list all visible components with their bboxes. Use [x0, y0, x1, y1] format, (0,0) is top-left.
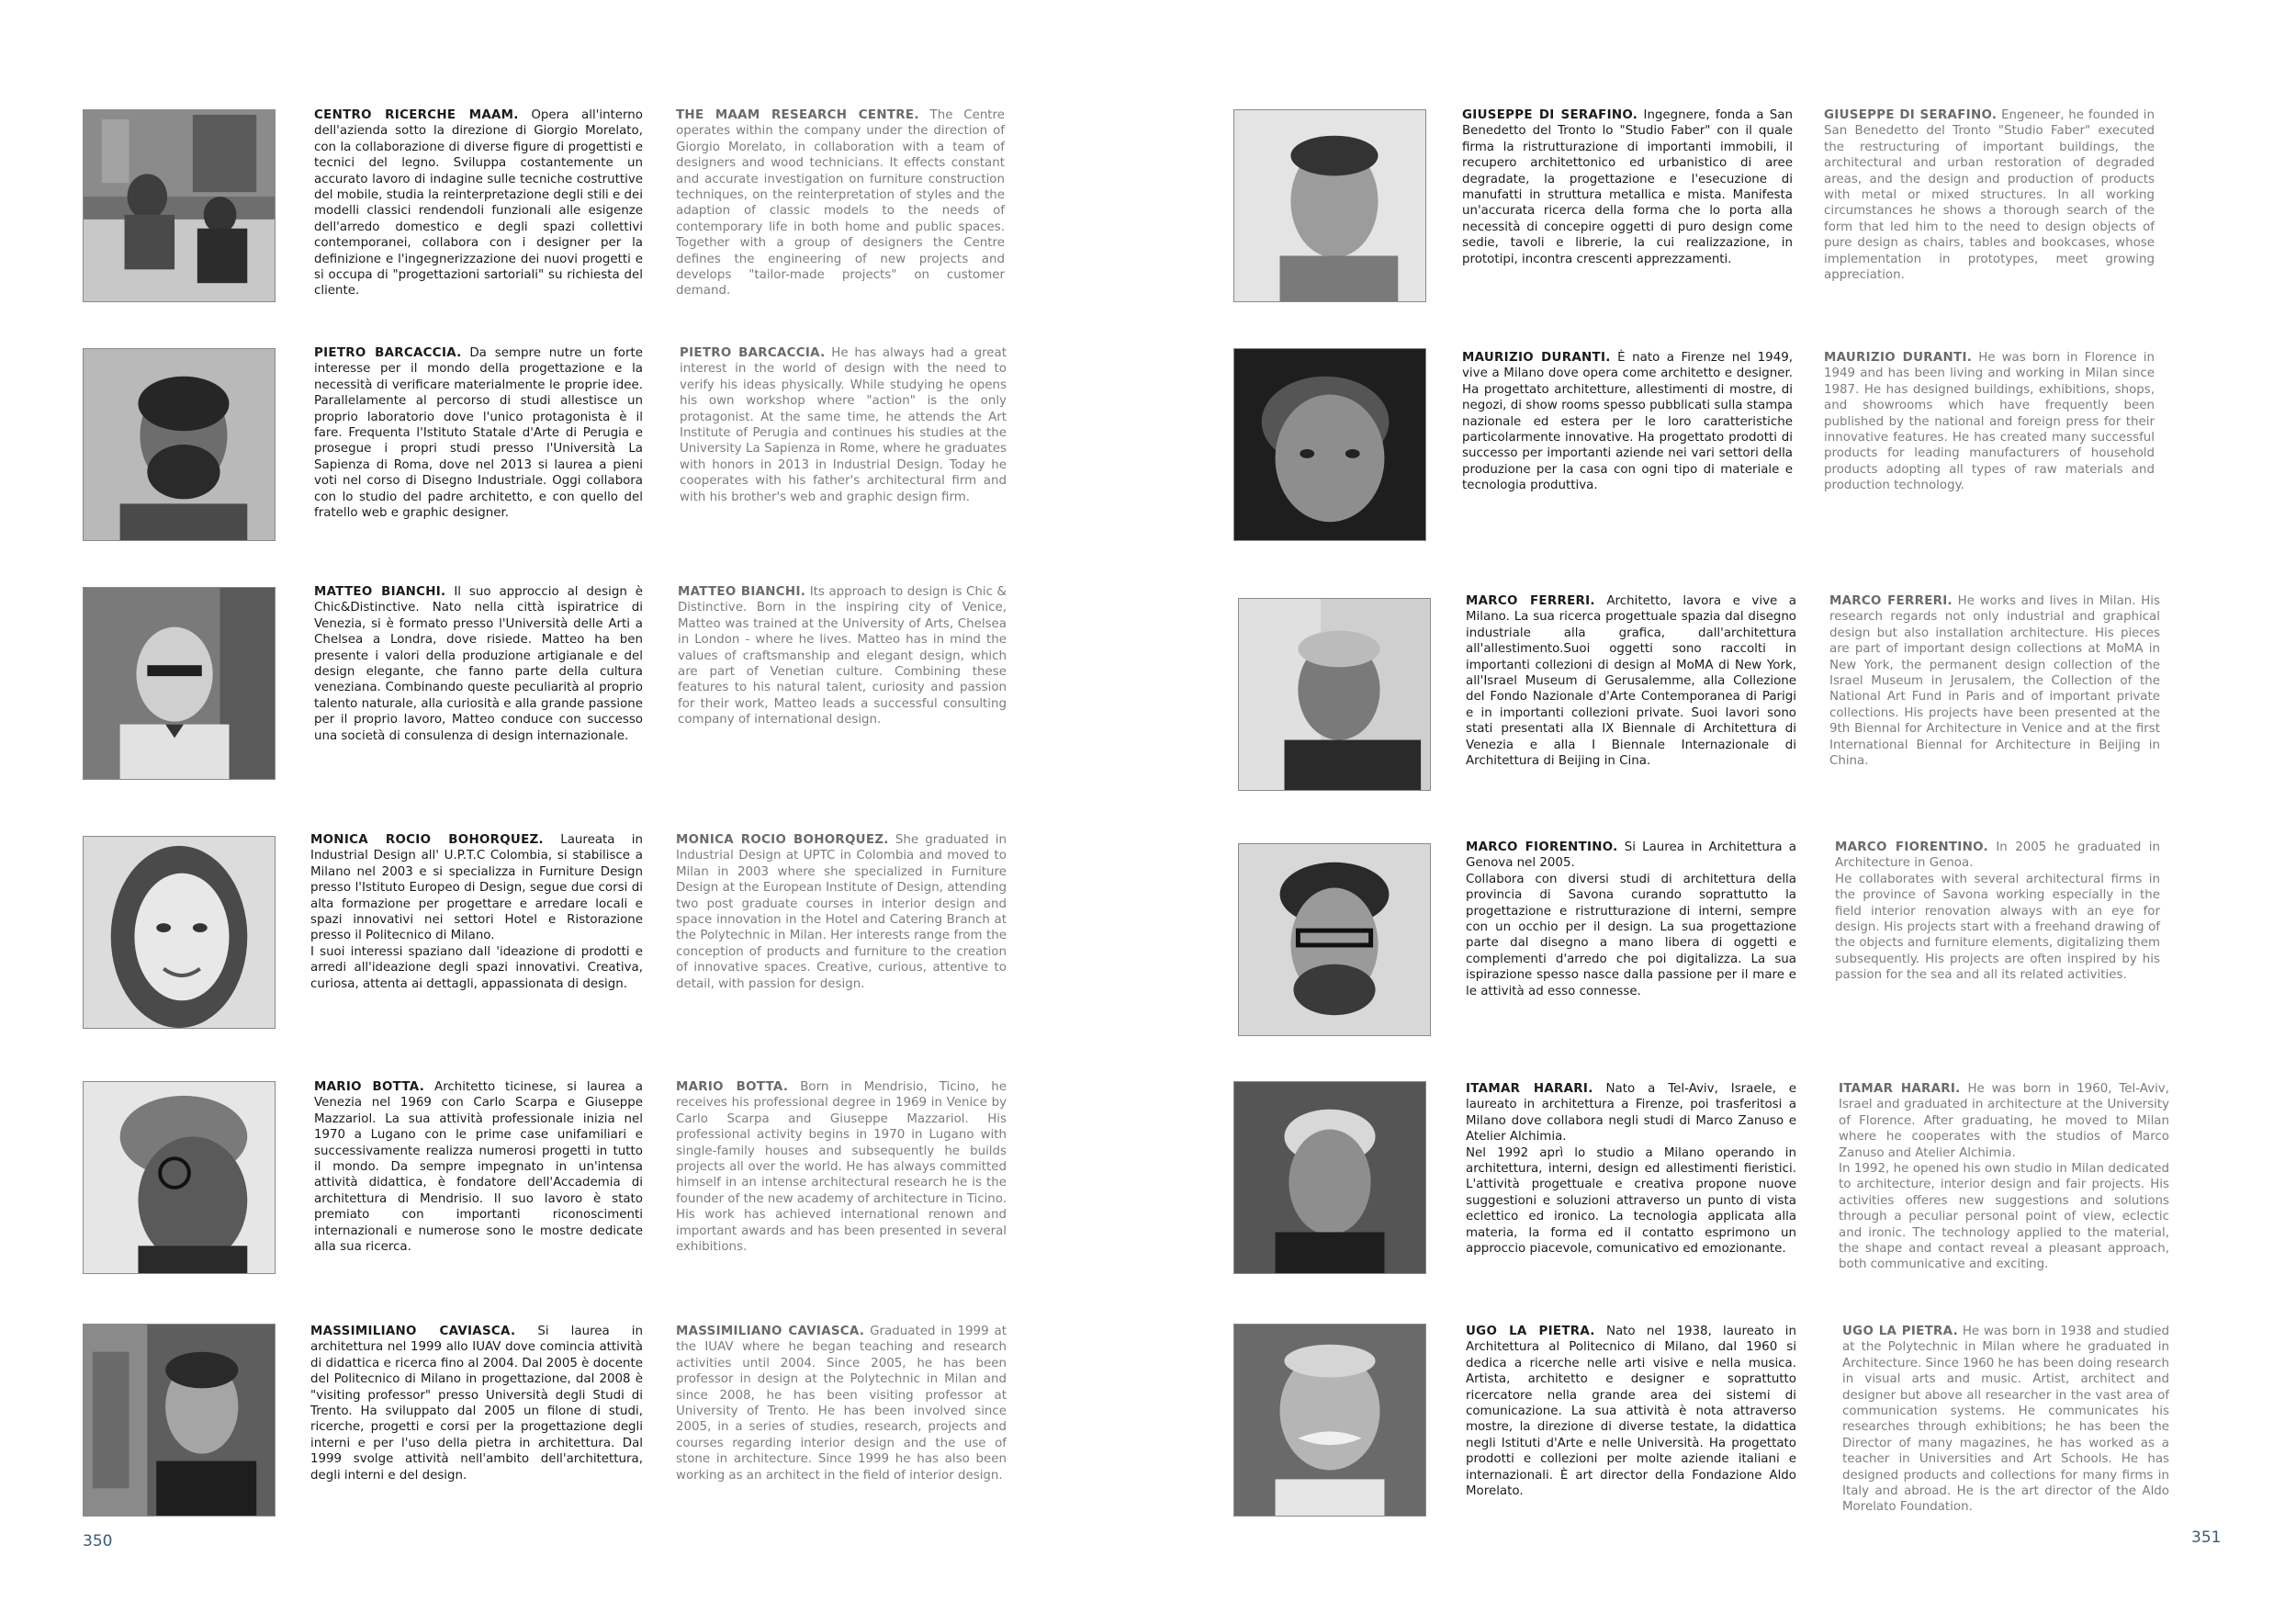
english-bio: [676, 832, 1007, 992]
portrait-man-icon: [84, 588, 275, 779]
italian-bio: [1462, 350, 1793, 494]
bio-text: È nato a Firenze nel 1949, vive a Milano dove opera come architetto e designer. Ha progettato architetture, allestimenti di mostre, di negozi, di show rooms spesso pubblicati sulla stampa nazionale ed estera per le loro caratteristiche particolarmente innovative. Ha progettato prodotti di successo per importanti aziende nei vari settori della produzione per la casa con ogni tipo di materiale e tecnologia produttiva.: [1462, 351, 1793, 493]
bio-text: Il suo approccio al design è Chic&Distinctive. Nato nella città ispiratrice di Venezia, si è formato presso l'Università delle Arti a Chelsea a Londra, dove risiede. Matteo ha ben presente i valori della produzione artigianale e del design elegante, che fanno parte della cultura veneziana. Combinando queste peculiarità al proprio talento naturale, alla curiosità e alla grande passione per il proprio lavoro, Matteo conduce con successo una società di consulenza di design internazionale.: [314, 585, 643, 743]
bio-text: Architetto ticinese, si laurea a Venezia nel 1969 con Carlo Scarpa e Giuseppe Mazzariol. La sua attività professionale inizia nel 1970 a Lugano con le prime case unifamiliari e successivamente realizza numerosi progetti in tutto il mondo. Da sempre impegnato in un'intensa attività didattica, è fondatore dell'Accademia di architettura di Mendrisio. Il suo lavoro è stato premiato con importanti riconoscimenti internazionali e numerose sono le mostre dedicate alla sua ricerca.: [314, 1080, 644, 1255]
italian-bio: [314, 584, 643, 744]
portrait-photo: [83, 1324, 276, 1517]
bio-text: He was born in 1960, Tel-Aviv, Israel and graduated in architecture at the University of Florence. After graduating, he moved to Milan where he cooperates with the studios of Marco Zanuso and Atelier Alchimia. In 1992, he opened his own studio in Milan dedicated to architecture, interior design and fair projects. His activities offeres new suggestions and solutions through a peculiar personal point of view, eclectic and ironic. The technology applied to the material, the shape and contact reveal a pleasant approach, both communicative and exciting.: [1839, 1082, 2169, 1272]
portrait-photo: [83, 836, 276, 1029]
portrait-man-icon: [84, 1082, 275, 1273]
bio-name: MARIO BOTTA.: [314, 1080, 425, 1094]
portrait-photo: [1233, 109, 1426, 302]
bio-text: He has always had a great interest in the world of design with the need to verify his ideas physically. While studying he opens his own workshop where "action" is the only protagonist. At the same time, he attends the Art Institute of Perugia and continues his studies at the University La Sapienza in Rome, where he graduates with honors in 2013 in Industrial Design. Today he cooperates with his father's architectural firm and with his brother's web and graphic design firm.: [680, 346, 1007, 504]
bio-text: Si laurea in architettura nel 1999 allo IUAV dove comincia attività di didattica e ricerca fino al 2004. Dal 2005 è docente del Politecnico di Milano in progettazione, dal 2008 è "visiting professor" presso Università degli Studi di Trento. Ha sviluppato dal 2005 un filone di studi, ricerche, progetti e corsi per la progettazione degli interni e per l'uso della pietra in architettura. Dal 1999 svolge attività nell'ambito dell'architettura, degli interni e del design.: [310, 1325, 643, 1483]
portrait-man-icon: [1234, 110, 1425, 301]
english-bio: [676, 107, 1005, 299]
portrait-man-icon: [1234, 349, 1425, 540]
bio-name: GIUSEPPE DI SERAFINO.: [1462, 108, 1638, 122]
portrait-man-icon: [84, 1325, 275, 1516]
english-bio: [1824, 350, 2155, 494]
portrait-photo: [83, 587, 276, 780]
bio-name: MARCO FIORENTINO.: [1466, 840, 1618, 854]
english-bio: [676, 1324, 1007, 1483]
bio-text: Nato nel 1938, laureato in Architettura al Politecnico di Milano, dal 1960 si dedica a ricerche nelle arti visive e nella musica. Artista, architetto e designer e soprattutto ricercatore nella grande area dei sistemi di comunicazione. La sua attività è nota attraverso mostre, la direzione di diverse testate, la didattica negli Istituti d'Arte e nelle Università. Ha progettato prodotti e collezioni per molte aziende italiani e internazionali. È art director della Fondazione Aldo Morelato.: [1466, 1325, 1796, 1499]
italian-bio: [1466, 1081, 1796, 1257]
italian-bio: [314, 1079, 643, 1255]
english-bio: [1824, 107, 2155, 283]
english-bio: [1839, 1081, 2169, 1273]
italian-bio: [1462, 107, 1793, 267]
portrait-photo: [83, 348, 276, 541]
portrait-man-icon: [84, 349, 275, 540]
portrait-photo: [83, 109, 276, 302]
portrait-woman-icon: [84, 837, 275, 1028]
english-bio: [676, 1079, 1007, 1255]
bio-name: MASSIMILIANO CAVIASCA.: [676, 1325, 865, 1338]
bio-name: UGO LA PIETRA.: [1466, 1325, 1595, 1338]
portrait-photo: [1233, 1081, 1426, 1274]
italian-bio: [310, 832, 643, 992]
bio-text: Engeneer, he founded in San Benedetto del Tronto "Studio Faber" executed the restructuring of important buildings, the architectural and urban restoration of degraded areas, and the design and production of products with metal or mixed structures. In all working circumstances he shows a thorough search of the form that led him to the need to design objects of pure design as chairs, tables and bookcases, whose implementation in prototypes, meet growing appreciation.: [1824, 108, 2155, 283]
portrait-man-icon: [1239, 844, 1430, 1035]
bio-text: Da sempre nutre un forte interesse per il mondo della progettazione e la necessità di verificare materialmente le proprie idee. Parallelamente al percorso di studi allestisce un proprio laboratorio dove l'unico protagonista è il fare. Frequenta l'Istituto Statale d'Arte di Perugia e prosegue i propri studi presso l'Università La Sapienza di Roma, dove nel 2013 si laurea a pieni voti nel corso di Disegno Industriale. Oggi collabora con lo studio del padre architetto, e con quello del fratello web e graphic designer.: [314, 346, 643, 521]
page-number-left: 350: [83, 1532, 113, 1551]
bio-name: PIETRO BARCACCIA.: [680, 346, 826, 360]
bio-text: Architetto, lavora e vive a Milano. La sua ricerca progettuale spazia dal disegno industriale alla grafica, dall'architettura all'allestimento.Suoi oggetti sono raccolti in importanti collezioni di design al MoMA di New York, all'Israel Museum di Gerusalemme, alla Collezione del Fondo Nazionale d'Arte Contemporanea di Parigi e in importanti collezioni private. Suoi lavori sono stati presentati alla IX Biennale di Architettura di Venezia e alla I Biennale Internazionale di Architettura di Beijing in Cina.: [1466, 594, 1796, 769]
english-bio: [678, 584, 1007, 728]
bio-text: Ingegnere, fonda a San Benedetto del Tronto lo "Studio Faber" con il quale firma la ristrutturazione di importanti immobili, il recupero architettonico ed urbanistico di aree degradate, la progettazione e l'esecuzione di manufatti in struttura metallica e mista. Manifesta un'accurata ricerca della forma che lo porta alla necessità di concepire oggetti di puro design come sedie, tavoli e librerie, la cui realizzazione, in prototipi, incontra crescenti apprezzamenti.: [1462, 108, 1793, 266]
portrait-photo: [83, 1081, 276, 1274]
italian-bio: [314, 345, 643, 521]
bio-text: Its approach to design is Chic & Distinctive. Born in the inspiring city of Venice, Matteo was trained at the University of Arts, Chelsea in London - where he lives. Matteo has in mind the values of craftsmanship and elegant design, which are part of Venetian culture. Combining these features to his natural talent, curiosity and passion for their work, Matteo leads a successful consulting company of international design.: [678, 585, 1007, 727]
italian-bio: [1466, 1324, 1796, 1499]
bio-text: In 2005 he graduated in Architecture in Genoa. He collaborates with several architectural firms in the province of Savona working especially in the field interior renovation always with an eye for design. His projects start with a freehand drawing of the objects and furniture elements, digitalizing them subsequently. His projects are often inspired by his passion for the sea and all its related activities.: [1835, 840, 2160, 983]
page-number-right: 351: [2191, 1528, 2222, 1547]
italian-bio: [310, 1324, 643, 1483]
bio-text: He was born in 1938 and studied at the Polytechnic in Milan where he graduated in Architecture. Since 1960 he has been doing research in visual arts and music. Artist, architect and designer but above all researcher in the vast area of communication systems. He communicates his researches through exhibitions; he has been the Director of many magazines, he has worked as a teacher in Universities and Art Schools. He has designed products and collections for many firms in Italy and abroad. He is the art director of the Aldo Morelato Foundation.: [1842, 1325, 2169, 1515]
bio-name: MONICA ROCIO BOHORQUEZ.: [676, 833, 889, 847]
italian-bio: [314, 107, 643, 299]
bio-text: Si Laurea in Architettura a Genova nel 2005. Collabora con diversi studi di architettura della provincia di Savona curando soprattutto la progettazione e ristrutturazione di interni, sempre con un occhio per il design. La sua progettazione parte dal disegno a mano libera di oggetti e complementi d'arredo che poi digitalizza. La sua ispirazione spesso nasce dalla passione per il mare e le attività ad esso connesse.: [1466, 840, 1796, 998]
bio-text: Laureata in Industrial Design all' U.P.T.C Colombia, si stabilisce a Milano nel 2003 e si specializza in Furniture Design presso l'Istituto Europeo di Design, segue due corsi di alta formazione per progettare e arredare locali e spazi innovativi nei settori Hotel e Ristorazione presso il Politecnico di Milano. I suoi interessi spaziano dall 'ideazione di prodotti e arredi all'ideazione degli spazi innovativi. Creativa, curiosa, attenta ai dettagli, appassionata di design.: [310, 833, 644, 991]
italian-bio: [1466, 840, 1796, 999]
english-bio: [680, 345, 1007, 505]
italian-bio: [1466, 593, 1796, 769]
bio-text: He was born in Florence in 1949 and has been living and working in Milan since 1987. He has designed buildings, exhibitions, shops, and showrooms which have frequently been published by the national and foreign press for their innovative features. He has created many successful products for leading manufacturers of household products adopting all types of raw materials and production technology.: [1824, 351, 2155, 493]
bio-name: PIETRO BARCACCIA.: [314, 346, 462, 360]
bio-text: The Centre operates within the company under the direction of Giorgio Morelato, in collaboration with a team of designers and wood technicians. It effects constant and accurate investigation on furniture construction techniques, on the reinterpretation of styles and the adaption of classic models to the needs of contemporary life in both home and public spaces. Together with a group of designers the Centre defines the engineering of new projects and develops "tailor-made projects" on customer demand.: [676, 108, 1006, 299]
bio-name: MARCO FERRERI.: [1829, 594, 1953, 608]
bio-text: Graduated in 1999 at the IUAV where he began teaching and research activities until 2004. Since 2005, he has been professor in design at the Polytechnic in Milan and since 2008, he has been visiting professor at University of Trento. He has been involved since 2005, in a series of studies, research, projects and courses regarding interior design and the use of stone in architecture. Since 1999 he has also been working as an architect in the field of interior design.: [676, 1325, 1007, 1483]
workshop-photo-icon: [84, 110, 275, 301]
bio-name: MATTEO BIANCHI.: [678, 585, 806, 599]
bio-name: MARCO FERRERI.: [1466, 594, 1595, 608]
bio-name: MARCO FIORENTINO.: [1835, 840, 1988, 854]
bio-name: MAURIZIO DURANTI.: [1824, 351, 1973, 365]
bio-name: MARIO BOTTA.: [676, 1080, 789, 1094]
bio-text: She graduated in Industrial Design at UPTC in Colombia and moved to Milan in 2003 where she specialized in Furniture Design at the European Institute of Design, attending two post graduate courses in interior design and space innovation in the Hotel and Catering Branch at the Polytechnic in Milan. Her interests range from the conception of products and furniture to the creation of innovative spaces. Creative, curious, attentive to detail, with passion for design.: [676, 833, 1007, 991]
english-bio: [1835, 840, 2160, 984]
portrait-photo: [1233, 348, 1426, 541]
bio-name: UGO LA PIETRA.: [1842, 1325, 1958, 1338]
bio-text: Nato a Tel-Aviv, Israele, e laureato in architettura a Firenze, poi trasferitosi a Milano dove collabora negli studi di Marco Zanuso e Atelier Alchimia. Nel 1992 aprì lo studio a Milano operando in architettura, interni, design ed allestimenti fieristici. L'attività progettuale e creativa propone nuove suggestioni e soluzioni attraverso un punto di vista eclettico ed ironico. La tecnologia applicata alla materia, la forma ed il contatto esprimono un approccio piacevole, comunicativo ed emozionante.: [1466, 1082, 1796, 1257]
bio-text: Born in Mendrisio, Ticino, he receives his professional degree in 1969 in Venice by Carlo Scarpa and Giuseppe Mazzariol. His professional activity begins in 1970 in Lugano with single-family houses and subsequently he builds projects all over the world. He has always committed himself in an intense architectural research he is the founder of the new academy of architecture in Ticino. His work has achieved international renown and important awards and has been presented in several exhibitions.: [676, 1080, 1007, 1255]
bio-name: GIUSEPPE DI SERAFINO.: [1824, 108, 1998, 122]
bio-text: He works and lives in Milan. His research regards not only industrial and graphical design but also installation architecture. His pieces are part of important design collections at MoMA in New York, the permanent design collection of the Israel Museum in Jerusalem, the Collection of the National Art Fund in Paris and of important private collections. His projects have been presented at the 9th Biennal for Architecture in Venice and at the first International Biennal for Architecture in Beijing in China.: [1829, 594, 2160, 769]
portrait-man-icon: [1239, 599, 1430, 790]
bio-name: ITAMAR HARARI.: [1466, 1082, 1593, 1096]
bio-name: MAURIZIO DURANTI.: [1462, 351, 1611, 365]
bio-name: MASSIMILIANO CAVIASCA.: [310, 1325, 516, 1338]
bio-name: CENTRO RICERCHE MAAM.: [314, 108, 519, 122]
portrait-photo: [1238, 843, 1431, 1036]
bio-name: ITAMAR HARARI.: [1839, 1082, 1961, 1096]
bio-text: Opera all'interno dell'azienda sotto la direzione di Giorgio Morelato, con la collaborazione di diverse figure di progettisti e tecnici del legno. Sviluppa costantemente un accurato lavoro di indagine sulle tecniche costruttive del mobile, studia la reinterpretazione degli stili e dei modelli classici rendendoli funzionali alle esigenze dell'arredo domestico e degli spazi collettivi contemporanei, collabora con i designer per la definizione e l'ingegnerizzazione dei nuovi progetti e si occupa di "progettazioni sartoriali" su richiesta del cliente.: [314, 108, 643, 299]
english-bio: [1829, 593, 2160, 769]
portrait-photo: [1233, 1324, 1426, 1517]
portrait-photo: [1238, 598, 1431, 791]
bio-name: THE MAAM RESEARCH CENTRE.: [676, 108, 919, 122]
bio-name: MONICA ROCIO BOHORQUEZ.: [310, 833, 544, 847]
bio-name: MATTEO BIANCHI.: [314, 585, 446, 599]
portrait-man-icon: [1234, 1325, 1425, 1516]
portrait-man-icon: [1234, 1082, 1425, 1273]
english-bio: [1842, 1324, 2169, 1516]
